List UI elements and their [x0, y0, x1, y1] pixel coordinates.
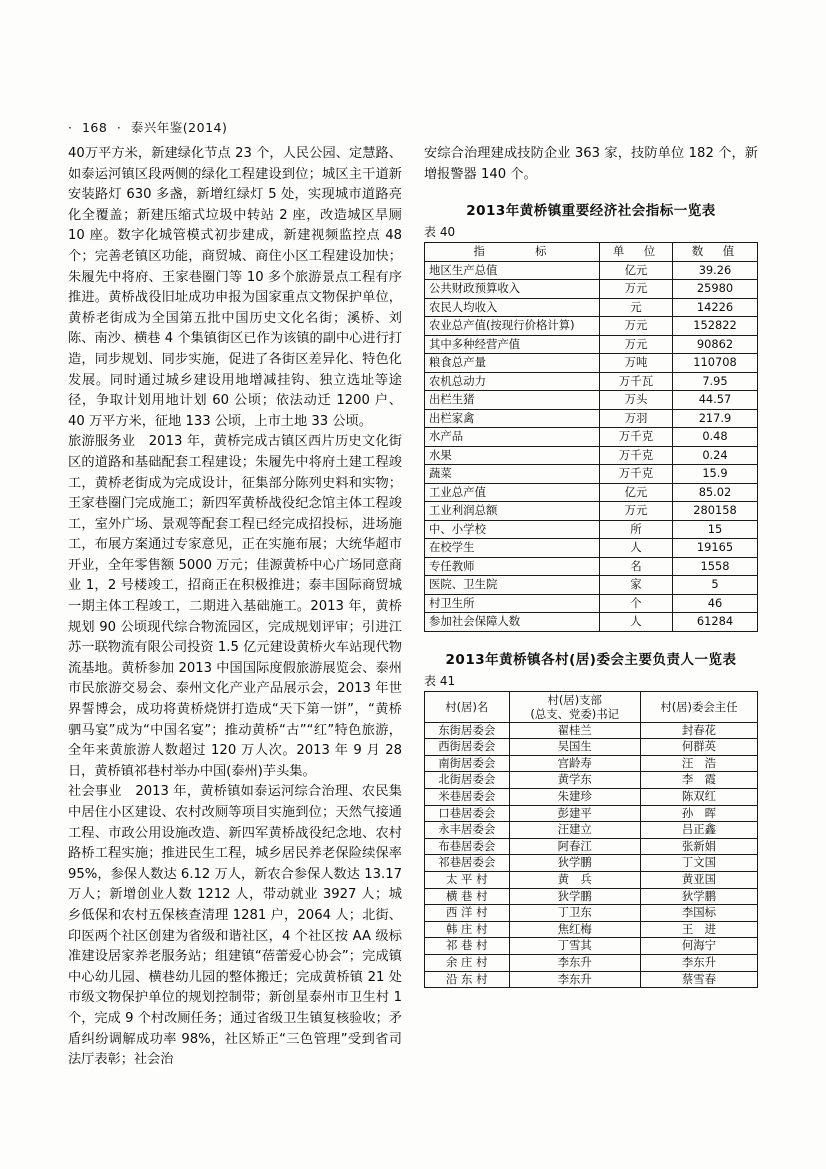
indicator-value: 217.9 — [673, 409, 758, 428]
committee-director-name: 张新娟 — [640, 838, 757, 855]
indicator-name: 公共财政预算收入 — [425, 280, 600, 299]
paragraph-social-affairs-continued: 安综合治理建成技防企业 363 家，技防单位 182 个，新增报警器 140 个。 — [424, 146, 758, 182]
party-secretary-name: 吴国生 — [509, 739, 640, 756]
committee-director-name: 狄学鹏 — [640, 888, 757, 905]
table1-body — [425, 261, 758, 631]
indicator-unit: 元 — [600, 298, 673, 317]
village-name: 沿 东 村 — [425, 971, 510, 988]
table-row — [425, 539, 758, 558]
committee-director-name: 王 进 — [640, 921, 757, 938]
party-secretary-name: 狄学鹏 — [509, 855, 640, 872]
indicator-unit: 万元 — [600, 317, 673, 336]
indicator-unit: 万千克 — [600, 446, 673, 465]
party-secretary-name: 焦红梅 — [509, 921, 640, 938]
col-header-unit: 单 位 — [600, 243, 673, 262]
table-row — [425, 955, 758, 972]
indicator-value: 15 — [673, 520, 758, 539]
indicator-unit: 万千克 — [600, 465, 673, 484]
table-row — [425, 391, 758, 410]
indicator-value: 85.02 — [673, 483, 758, 502]
right-column — [424, 144, 758, 1071]
table-row — [425, 888, 758, 905]
col-header-value: 数 值 — [673, 243, 758, 262]
indicator-name: 在校学生 — [425, 539, 600, 558]
economic-indicators-table — [424, 242, 758, 632]
table-row — [425, 428, 758, 447]
indicator-unit: 万元 — [600, 335, 673, 354]
table-row — [425, 594, 758, 613]
indicator-value: 25980 — [673, 280, 758, 299]
header-dot: · — [68, 120, 73, 135]
indicator-name: 医院、卫生院 — [425, 576, 600, 595]
table-row — [425, 822, 758, 839]
party-secretary-name: 丁卫东 — [509, 905, 640, 922]
village-name: 口巷居委会 — [425, 805, 510, 822]
indicator-unit: 万头 — [600, 391, 673, 410]
indicator-value: 19165 — [673, 539, 758, 558]
paragraph-social-affairs: 社会事业 2013 年，黄桥镇如泰运河综合治理、农民集中居住小区建设、农村改厕等项目实施到位；天然气接通工程、市政公用设施改造、新四军黄桥战役纪念地、农村路桥工程实施；推进民生工程，城乡居民养老保险续保率 95%，参保人数达 6.12 万人，新农合参保人数达 13.17 万人；新增创业人数 1212 人，带动就业 3927 人；城乡低保和农村五保核查清理 1281 户，2064 人；北街、印医两个社区创建为省级和谐社区，4 个社区按 AA 级标准建设居家养老服务站；组建镇“蓓蕾爱心协会”；完成镇中心幼儿园、横巷幼儿园的整体搬迁；完成黄桥镇 21 处市级文物保护单位的规划控制带；新创星泰州市卫生村 1 个，完成 9 个村改厕任务；通过省级卫生镇复核验收；矛盾纠纷调解成功率 98%，社区矫正“三色管理”受到省司法厅表彰；社会治 — [68, 784, 402, 1068]
village-name: 布巷居委会 — [425, 838, 510, 855]
village-name: 米巷居委会 — [425, 789, 510, 806]
table1-title: 2013年黄桥镇重要经济社会指标一览表 — [466, 203, 716, 220]
village-name: 北街居委会 — [425, 772, 510, 789]
indicator-name: 水产品 — [425, 428, 600, 447]
indicator-value: 15.9 — [673, 465, 758, 484]
indicator-value: 280158 — [673, 502, 758, 521]
committee-director-name: 吕正鑫 — [640, 822, 757, 839]
party-secretary-name: 狄学鹏 — [509, 888, 640, 905]
indicator-unit: 所 — [600, 520, 673, 539]
indicator-value: 152822 — [673, 317, 758, 336]
party-secretary-name: 阿春江 — [509, 838, 640, 855]
committee-director-name: 何群英 — [640, 739, 757, 756]
indicator-value: 0.24 — [673, 446, 758, 465]
table-row — [425, 446, 758, 465]
party-secretary-name: 宫龄寿 — [509, 755, 640, 772]
village-name: 南街居委会 — [425, 755, 510, 772]
indicator-name: 水果 — [425, 446, 600, 465]
indicator-value: 90862 — [673, 335, 758, 354]
party-secretary-name: 彭建平 — [509, 805, 640, 822]
indicator-name: 出栏生猪 — [425, 391, 600, 410]
indicator-name: 参加社会保障人数 — [425, 613, 600, 632]
table-row — [425, 755, 758, 772]
indicator-unit: 名 — [600, 557, 673, 576]
table-row — [425, 872, 758, 889]
table2-body — [425, 722, 758, 988]
committee-director-name: 蔡雪春 — [640, 971, 757, 988]
party-secretary-name: 黄学东 — [509, 772, 640, 789]
indicator-unit: 个 — [600, 594, 673, 613]
indicator-value: 14226 — [673, 298, 758, 317]
col-header-committee-director: 村(居)委会主任 — [640, 691, 757, 722]
committee-director-name: 丁文国 — [640, 855, 757, 872]
col-header-party-secretary — [509, 691, 640, 722]
table-row — [425, 557, 758, 576]
table-row — [425, 921, 758, 938]
table-row — [425, 354, 758, 373]
indicator-name: 农机总动力 — [425, 372, 600, 391]
page-content — [68, 118, 758, 1071]
indicator-name: 出栏家禽 — [425, 409, 600, 428]
table-row — [425, 938, 758, 955]
indicator-name: 专任教师 — [425, 557, 600, 576]
header-dot-2: · — [116, 120, 122, 135]
village-name: 余 庄 村 — [425, 955, 510, 972]
indicator-name: 其中多种经营产值 — [425, 335, 600, 354]
indicator-value: 1558 — [673, 557, 758, 576]
table-row — [425, 905, 758, 922]
party-secretary-line2: (总支、党委)书记 — [530, 706, 619, 721]
indicator-unit: 人 — [600, 539, 673, 558]
village-name: 西 洋 村 — [425, 905, 510, 922]
village-name: 祁 巷 村 — [425, 938, 510, 955]
village-name: 西街居委会 — [425, 739, 510, 756]
indicator-unit: 亿元 — [600, 261, 673, 280]
table-row — [425, 372, 758, 391]
col-header-indicator: 指 标 — [425, 243, 600, 262]
village-name: 横 巷 村 — [425, 888, 510, 905]
table-row — [425, 502, 758, 521]
indicator-name: 工业总产值 — [425, 483, 600, 502]
indicator-unit: 万吨 — [600, 354, 673, 373]
party-secretary-name: 朱建珍 — [509, 789, 640, 806]
col-header-village-name: 村(居)名 — [425, 691, 510, 722]
table-row — [425, 409, 758, 428]
table-row — [425, 317, 758, 336]
table-row — [425, 722, 758, 739]
table-row — [425, 855, 758, 872]
committee-director-name: 何海宁 — [640, 938, 757, 955]
indicator-unit: 亿元 — [600, 483, 673, 502]
party-secretary-name: 李东升 — [509, 955, 640, 972]
committee-director-name: 李 霞 — [640, 772, 757, 789]
village-leaders-table — [424, 691, 758, 989]
table-row — [425, 576, 758, 595]
indicator-unit: 万千瓦 — [600, 372, 673, 391]
table-row — [425, 838, 758, 855]
indicator-name: 粮食总产量 — [425, 354, 600, 373]
table-row — [425, 280, 758, 299]
table2-number: 表 41 — [424, 673, 456, 688]
indicator-value: 0.48 — [673, 428, 758, 447]
indicator-value: 110708 — [673, 354, 758, 373]
committee-director-name: 黄亚国 — [640, 872, 757, 889]
party-secretary-line1: 村(居)支部 — [547, 692, 602, 707]
village-name: 永丰居委会 — [425, 822, 510, 839]
committee-director-name: 孙 晖 — [640, 805, 757, 822]
indicator-unit: 万羽 — [600, 409, 673, 428]
party-secretary-name: 李东升 — [509, 971, 640, 988]
indicator-name: 中、小学校 — [425, 520, 600, 539]
indicator-name: 地区生产总值 — [425, 261, 600, 280]
table-row — [425, 335, 758, 354]
table-row — [425, 483, 758, 502]
committee-director-name: 封春花 — [640, 722, 757, 739]
left-column — [68, 144, 402, 1071]
village-name: 东街居委会 — [425, 722, 510, 739]
table-row — [425, 613, 758, 632]
indicator-value: 44.57 — [673, 391, 758, 410]
indicator-name: 农业总产值(按现行价格计算) — [425, 317, 600, 336]
indicator-name: 村卫生所 — [425, 594, 600, 613]
indicator-unit: 万元 — [600, 280, 673, 299]
indicator-unit: 家 — [600, 576, 673, 595]
paragraph-tourism-services: 旅游服务业 2013 年，黄桥完成古镇区西片历史文化街区的道路和基础配套工程建设；朱履先中将府土建工程竣工，黄桥老街成为完成设计，征集部分陈列史料和实物；王家巷圈门完成施工；新四军黄桥战役纪念馆主体工程竣工，室外广场、景观等配套工程已经完成招投标，进场施工，布展方案通过专家意见，正在实施布展；大统华超市开业，全年零售额 5000 万元；佳源黄桥中心广场同意商业 1，2 号楼竣工，招商正在积极推进；泰丰国际商贸城一期主体工程竣工，二期进入基础施工。2013 年，黄桥规划 90 公顷现代综合物流园区，完成规划评审；引进江苏一联物流有限公司投资 1.5 亿元建设黄桥火车站现代物流基地。黄桥参加 2013 中国国际度假旅游展览会、泰州市民旅游交易会、泰州文化产业产品展示会，2013 年世界誓博会，成功将黄桥烧饼打造成“天下第一饼”，“黄桥驷马宴”成为“中国名宴”；推动黄桥“古”“红”特色旅游，全年来黄旅游人数超过 120 万人次。2013 年 9 月 28 日，黄桥镇祁巷村举办中国(泰州)芋头集。 — [68, 434, 402, 779]
party-secretary-name: 翟桂兰 — [509, 722, 640, 739]
table-row — [425, 971, 758, 988]
table-row — [425, 520, 758, 539]
table-row — [425, 805, 758, 822]
indicator-name: 蔬菜 — [425, 465, 600, 484]
indicator-value: 39.26 — [673, 261, 758, 280]
committee-director-name: 李国标 — [640, 905, 757, 922]
committee-director-name: 汪 浩 — [640, 755, 757, 772]
table-row — [425, 739, 758, 756]
table2-wrapper — [424, 648, 758, 989]
indicator-value: 7.95 — [673, 372, 758, 391]
party-secretary-name: 黄 兵 — [509, 872, 640, 889]
table-header-row — [425, 243, 758, 262]
table-row — [425, 465, 758, 484]
committee-director-name: 陈双红 — [640, 789, 757, 806]
indicator-name: 工业利润总额 — [425, 502, 600, 521]
table-row — [425, 298, 758, 317]
indicator-value: 5 — [673, 576, 758, 595]
party-secretary-name: 丁雪其 — [509, 938, 640, 955]
paragraph-urban-construction: 40万平方米，新建绿化节点 23 个，人民公园、定慧路、如泰运河镇区段两侧的绿化工程建设到位；城区主干道新安装路灯 630 多盏，新增红绿灯 5 处，实现城市道路亮化全覆盖；新建压缩式垃圾中转站 2 座，改造城区旱厕 10 座。数字化城管模式初步建成，新建视频监控点 48 个；完善老镇区功能，商贸城、商住小区工程建设加快；朱履先中将府、王家巷圈门等 10 多个旅游景点工程有序推进。黄桥战役旧址成功申报为国家重点文物保护单位，黄桥老街成为全国第五批中国历史文化名街；溪桥、刘陈、南沙、横巷 4 个集镇街区已作为该镇的副中心进行打造，同步规划、同步实施，促进了各街区差异化、特色化发展。同时通过城乡建设用地增减挂钩、独立选址等途径，争取计划用地计划 60 公顷；依法动迁 1200 户、40 万平方米，征地 133 公顷，上市土地 33 公顷。 — [68, 146, 402, 429]
indicator-unit: 万元 — [600, 502, 673, 521]
indicator-name: 农民人均收入 — [425, 298, 600, 317]
two-column-layout — [68, 144, 758, 1071]
indicator-unit: 人 — [600, 613, 673, 632]
table-row — [425, 772, 758, 789]
party-secretary-name: 汪建立 — [509, 822, 640, 839]
indicator-value: 61284 — [673, 613, 758, 632]
village-name: 太 平 村 — [425, 872, 510, 889]
page-number: 168 — [81, 120, 108, 135]
village-name: 祁巷居委会 — [425, 855, 510, 872]
page-header — [68, 118, 758, 136]
table2-header-row — [425, 691, 758, 722]
table2-title: 2013年黄桥镇各村(居)委会主要负责人一览表 — [445, 651, 737, 668]
table-row — [425, 789, 758, 806]
committee-director-name: 李东升 — [640, 955, 757, 972]
book-title: 泰兴年鉴(2014) — [130, 120, 228, 135]
village-name: 韩 庄 村 — [425, 921, 510, 938]
indicator-value: 46 — [673, 594, 758, 613]
table1-number: 表 40 — [424, 225, 456, 240]
indicator-unit: 万千克 — [600, 428, 673, 447]
table-row — [425, 261, 758, 280]
